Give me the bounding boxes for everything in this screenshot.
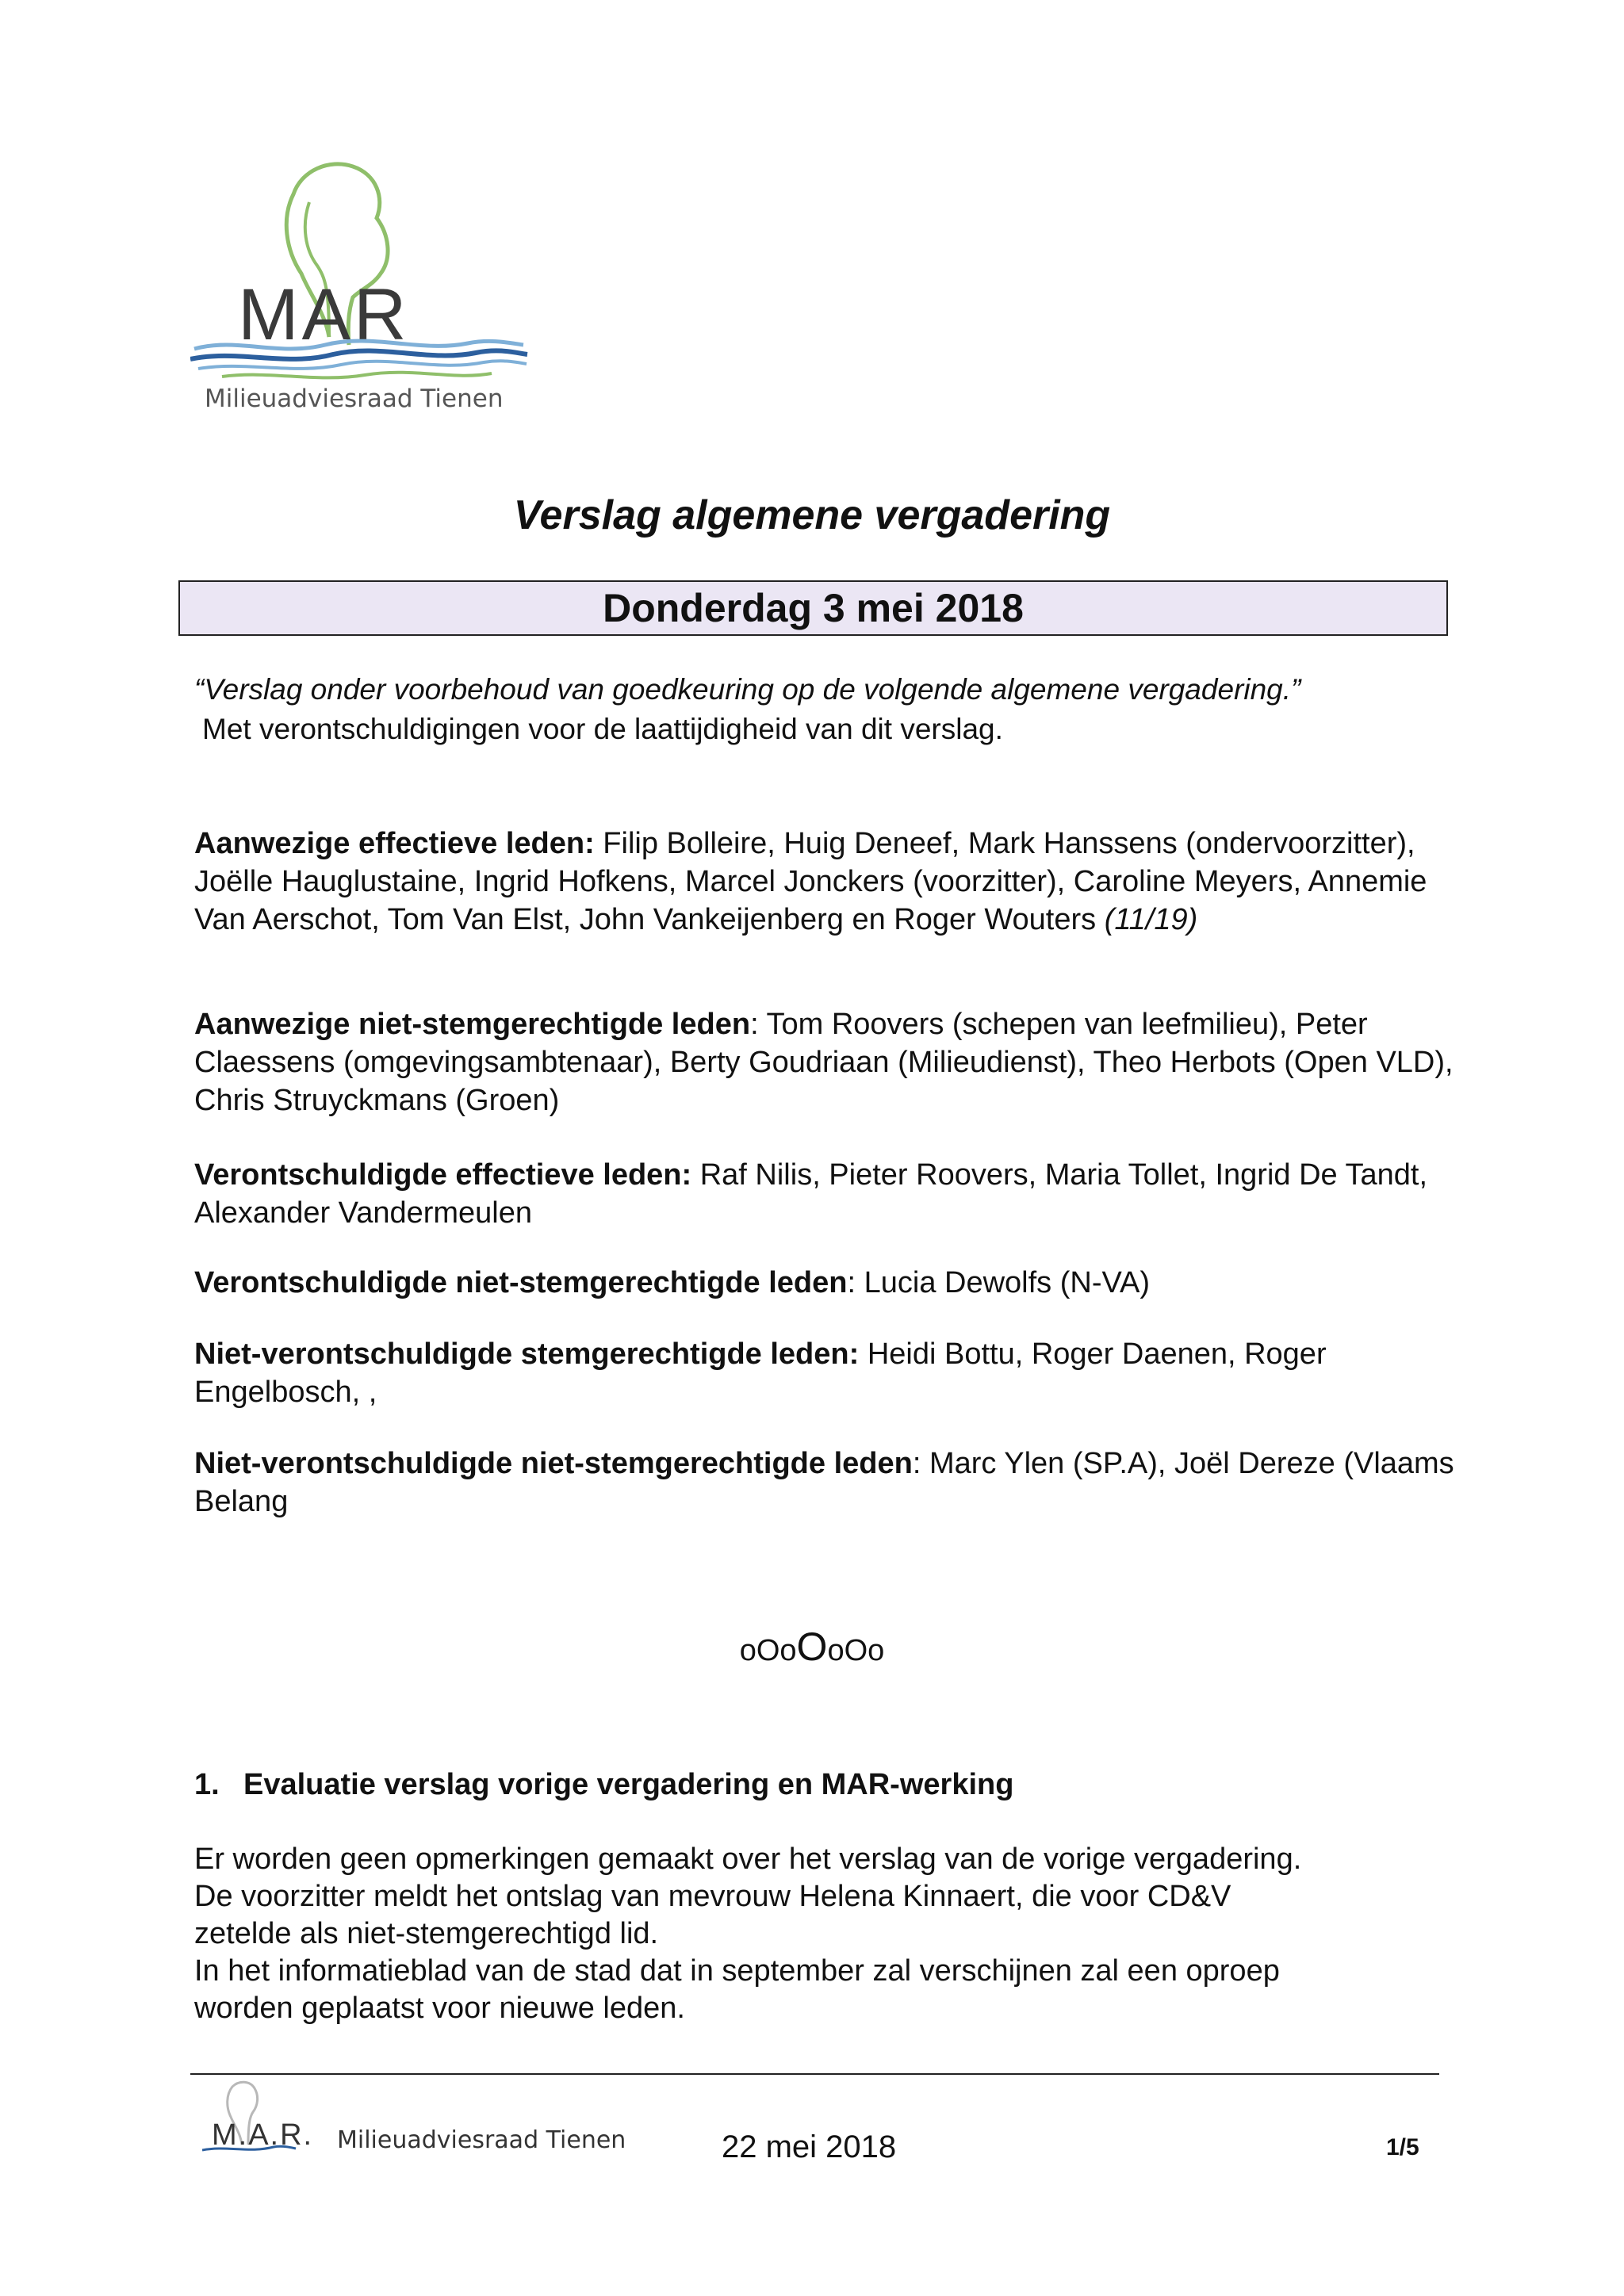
- attendance-label: Verontschuldigde effectieve leden:: [194, 1158, 692, 1192]
- logo-subtitle: Milieuadviesraad Tienen: [205, 385, 504, 413]
- body-line: De voorzitter meldt het ontslag van mevrouw Helena Kinnaert, die voor CD&V: [194, 1880, 1231, 1913]
- attendance-unexcused-voting: [194, 1335, 1455, 1411]
- attendance-text: : Tom Roovers (schepen van leefmilieu), Peter Claessens (omgevingsambtenaar), Berty Goudriaan (Milieudienst), Theo Herbots (Open VLD), Chris Struyckmans (Groen): [194, 1008, 1454, 1117]
- attendance-excused-nonvoting: [194, 1264, 1455, 1302]
- body-line: In het informatieblad van de stad dat in september zal verschijnen zal een oproep: [194, 1954, 1280, 1988]
- attendance-present-nonvoting: [194, 1005, 1455, 1119]
- section-heading: [194, 1768, 1013, 1802]
- attendance-text: Filip Bolleire, Huig Deneef, Mark Hanssens (ondervoorzitter), Joëlle Hauglustaine, Ingrid Hofkens, Marcel Jonckers (voorzitter), Caroline Meyers, Annemie Van Aerschot, Tom Van Elst, John Vankeijenberg en Roger Wouters: [194, 827, 1427, 936]
- mar-logo: [190, 155, 531, 424]
- section-separator: oOoOoOo: [739, 1624, 885, 1669]
- attendance-label: Aanwezige niet-stemgerechtigde leden: [194, 1008, 751, 1041]
- intro-quote: “Verslag onder voorbehoud van goedkeuring op de volgende algemene vergadering.”: [194, 673, 1301, 706]
- attendance-unexcused-nonvoting: [194, 1445, 1455, 1521]
- attendance-text: : Lucia Dewolfs (N-VA): [847, 1266, 1151, 1299]
- attendance-text: : Marc Ylen (SP.A), Joël Dereze (Vlaams Belang: [194, 1447, 1454, 1518]
- section-title: Evaluatie verslag vorige vergadering en MAR-werking: [243, 1768, 1014, 1801]
- page-number: 1/5: [1386, 2134, 1419, 2160]
- body-line: worden geplaatst voor nieuwe leden.: [194, 1992, 685, 2025]
- attendance-excused-effective: [194, 1156, 1455, 1232]
- section-body: [194, 1841, 1463, 2027]
- attendance-present-effective: [194, 825, 1455, 939]
- body-line: Er worden geen opmerkingen gemaakt over het verslag van de vorige vergadering.: [194, 1843, 1302, 1876]
- meeting-date-box: Donderdag 3 mei 2018: [178, 580, 1448, 636]
- body-line: zetelde als niet-stemgerechtigd lid.: [194, 1917, 659, 1950]
- attendance-label: Niet-verontschuldigde niet-stemgerechtigde leden: [194, 1447, 913, 1480]
- attendance-label: Aanwezige effectieve leden:: [194, 827, 595, 860]
- footer-date: 22 mei 2018: [722, 2130, 897, 2164]
- attendance-label: Niet-verontschuldigde stemgerechtigde leden:: [194, 1337, 860, 1371]
- footer-logo-letters: M.A.R.: [212, 2118, 314, 2152]
- footer-logo-subtitle: Milieuadviesraad Tienen: [337, 2126, 626, 2154]
- page-title: Verslag algemene vergadering: [513, 492, 1111, 538]
- attendance-label: Verontschuldigde niet-stemgerechtigde leden: [194, 1266, 848, 1299]
- footer-divider: [190, 2073, 1439, 2075]
- footer-logo: [194, 2077, 638, 2164]
- attendance-text: Heidi Bottu, Roger Daenen, Roger Engelbosch, ,: [194, 1337, 1327, 1409]
- intro-block: [194, 670, 1300, 749]
- intro-apology: Met verontschuldigingen voor de laattijdigheid van dit verslag.: [202, 713, 1003, 745]
- logo-letters: MAR: [238, 274, 410, 355]
- attendance-count: (11/19): [1104, 903, 1198, 936]
- section-number: 1.: [194, 1768, 220, 1801]
- attendance-text: Raf Nilis, Pieter Roovers, Maria Tollet, Ingrid De Tandt, Alexander Vandermeulen: [194, 1158, 1428, 1230]
